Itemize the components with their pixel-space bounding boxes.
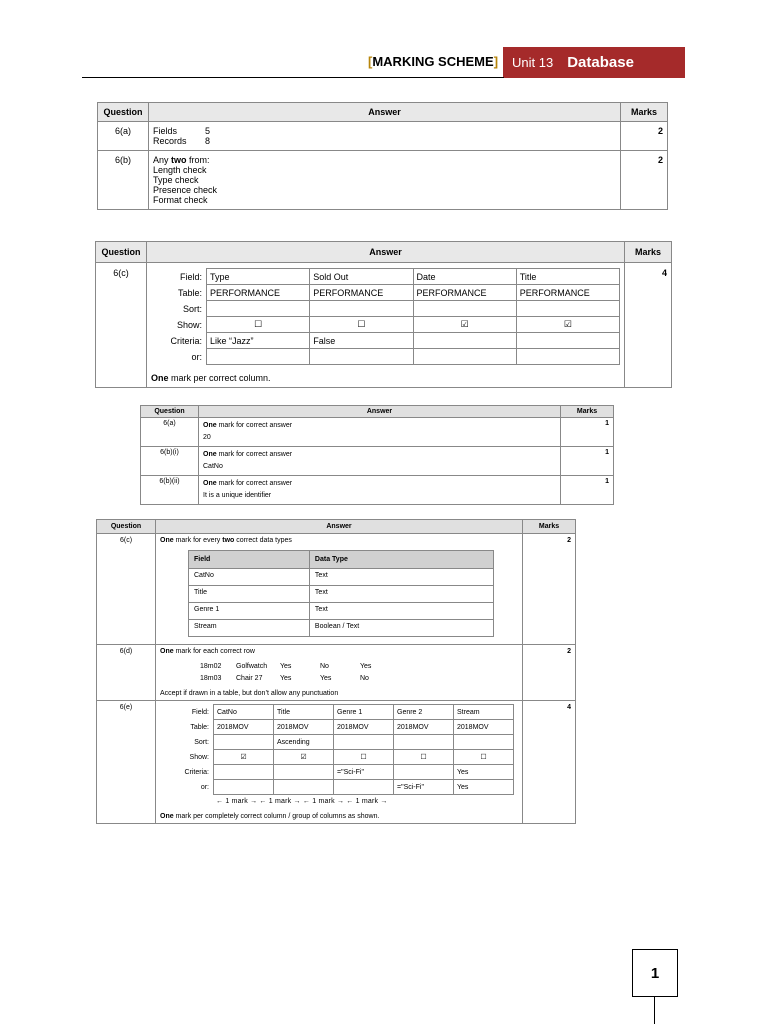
dt-header: Data Type bbox=[309, 551, 493, 569]
grid-cell: Type bbox=[207, 269, 310, 285]
grid-label: Field: bbox=[191, 708, 209, 716]
note-bold: One bbox=[151, 373, 169, 383]
row-cell: No bbox=[360, 675, 369, 682]
mark-note bbox=[151, 373, 620, 383]
marks-value: 2 bbox=[621, 151, 668, 210]
marks-value: 1 bbox=[561, 476, 614, 505]
question-number: 6(c) bbox=[97, 534, 156, 645]
grid-cell: 2018MOV bbox=[394, 720, 454, 735]
table-row bbox=[96, 263, 672, 388]
grid-cell: 2018MOV bbox=[274, 720, 334, 735]
table-row bbox=[189, 603, 494, 620]
grid-label: Criteria: bbox=[170, 335, 202, 346]
answer-cell bbox=[147, 263, 625, 388]
marks-value: 1 bbox=[561, 447, 614, 476]
grid-row-table bbox=[160, 720, 514, 735]
checkbox-icon: ☐ bbox=[334, 750, 394, 765]
question-number: 6(e) bbox=[97, 701, 156, 824]
marks-value: 1 bbox=[561, 418, 614, 447]
row-cell: Chair 27 bbox=[236, 675, 263, 682]
checkbox-icon: ☐ bbox=[454, 750, 514, 765]
grid-cell: ="Sci-Fi" bbox=[334, 765, 394, 780]
note-bold: One bbox=[160, 813, 174, 820]
grid-label: Field: bbox=[179, 271, 202, 282]
grid-cell: CatNo bbox=[214, 705, 274, 720]
dt-cell: Text bbox=[309, 569, 493, 586]
grid-label: Criteria: bbox=[184, 768, 209, 776]
grid-cell: Yes bbox=[454, 765, 514, 780]
grid-cell bbox=[334, 735, 394, 750]
grid-row-sort bbox=[151, 301, 620, 317]
answer-text: mark for correct answer bbox=[216, 480, 293, 487]
note-text: mark per correct column. bbox=[168, 373, 271, 383]
grid-row-criteria bbox=[160, 765, 514, 780]
grid-cell: Title bbox=[516, 269, 619, 285]
row-cell: Golfwatch bbox=[236, 663, 268, 670]
col-question: Question bbox=[141, 406, 199, 418]
answer-value: 8 bbox=[205, 136, 211, 146]
answer-bold: One bbox=[203, 451, 217, 458]
grid-row-sort bbox=[160, 735, 514, 750]
row-cell: 18m02 bbox=[200, 663, 222, 670]
answer-cell bbox=[156, 534, 523, 645]
grid-label: Sort: bbox=[194, 738, 209, 746]
answer-cell bbox=[149, 122, 621, 151]
col-answer: Answer bbox=[199, 406, 561, 418]
table-row bbox=[141, 476, 614, 505]
grid-cell bbox=[516, 301, 619, 317]
marks-value: 2 bbox=[523, 534, 576, 645]
dt-cell: Stream bbox=[189, 620, 310, 637]
page-number: 1 bbox=[650, 964, 660, 982]
grid-row-criteria bbox=[151, 333, 620, 349]
answer-key: Fields bbox=[153, 126, 178, 136]
grid-label: Table: bbox=[177, 287, 202, 298]
list-item: Presence check bbox=[153, 185, 218, 195]
table-row bbox=[141, 418, 614, 447]
checkbox-icon: ☐ bbox=[394, 750, 454, 765]
answer-bold: two bbox=[171, 155, 187, 165]
page-number-line bbox=[654, 996, 655, 1024]
marks-value: 4 bbox=[523, 701, 576, 824]
row-cell: Yes bbox=[320, 675, 332, 682]
marks-value: 2 bbox=[621, 122, 668, 151]
question-number: 6(b)(ii) bbox=[141, 476, 199, 505]
answer-bold: One bbox=[160, 537, 174, 544]
col-question: Question bbox=[97, 520, 156, 534]
answer-text: mark for correct answer bbox=[216, 451, 293, 458]
col-marks: Marks bbox=[523, 520, 576, 534]
answer-cell bbox=[199, 476, 561, 505]
answer-text: correct data types bbox=[234, 537, 292, 544]
accept-note: Accept if drawn in a table, but don’t allow any punctuation bbox=[160, 690, 339, 697]
answer-cell bbox=[149, 151, 621, 210]
header-scheme-label bbox=[368, 54, 498, 69]
dt-cell: Text bbox=[309, 603, 493, 620]
answer-text: from: bbox=[186, 155, 210, 165]
grid-cell: Ascending bbox=[274, 735, 334, 750]
grid-cell bbox=[214, 735, 274, 750]
grid-row-show bbox=[151, 317, 620, 333]
grid-cell: Sold Out bbox=[310, 269, 413, 285]
grid-row-field bbox=[151, 269, 620, 285]
grid-cell bbox=[516, 333, 619, 349]
mark-note bbox=[160, 813, 518, 820]
grid-label: Table: bbox=[190, 723, 209, 731]
data-type-table bbox=[188, 550, 494, 637]
mark-table-2 bbox=[95, 241, 672, 388]
answer-cell bbox=[199, 447, 561, 476]
grid-cell bbox=[274, 780, 334, 795]
question-number: 6(b)(i) bbox=[141, 447, 199, 476]
table-row bbox=[97, 701, 576, 824]
query-grid bbox=[151, 268, 620, 365]
grid-cell bbox=[310, 349, 413, 365]
grid-cell: PERFORMANCE bbox=[413, 285, 516, 301]
question-number: 6(c) bbox=[96, 263, 147, 388]
grid-label: or: bbox=[191, 351, 202, 362]
bracket-close: ] bbox=[493, 54, 499, 69]
list-item: Length check bbox=[153, 165, 207, 175]
table-row bbox=[98, 122, 668, 151]
grid-cell: 2018MOV bbox=[214, 720, 274, 735]
grid-cell: Stream bbox=[454, 705, 514, 720]
grid-row-table bbox=[151, 285, 620, 301]
grid-label: Show: bbox=[189, 753, 209, 761]
grid-cell: 2018MOV bbox=[334, 720, 394, 735]
grid-cell: Genre 1 bbox=[334, 705, 394, 720]
checkbox-checked-icon: ☑ bbox=[516, 317, 619, 333]
note-text: mark per completely correct column / group of columns as shown. bbox=[173, 813, 380, 820]
answer-cell bbox=[156, 645, 523, 701]
answer-value: CatNo bbox=[203, 463, 223, 470]
row-cell: Yes bbox=[280, 675, 292, 682]
col-answer: Answer bbox=[156, 520, 523, 534]
grid-cell: PERFORMANCE bbox=[207, 285, 310, 301]
answer-text: Any bbox=[153, 155, 172, 165]
answer-bold: One bbox=[203, 422, 217, 429]
question-number: 6(a) bbox=[98, 122, 149, 151]
marks-value: 2 bbox=[523, 645, 576, 701]
list-item: Format check bbox=[153, 195, 208, 205]
row-cell: 18m03 bbox=[200, 675, 222, 682]
grid-row-or bbox=[151, 349, 620, 365]
question-number: 6(d) bbox=[97, 645, 156, 701]
mark-table-4 bbox=[96, 519, 576, 824]
bracket-open: [ bbox=[368, 54, 373, 69]
mark-arrows: ← 1 mark → ← 1 mark → ← 1 mark → ← 1 mark → bbox=[216, 798, 388, 805]
col-marks: Marks bbox=[625, 242, 672, 263]
grid-cell: 2018MOV bbox=[454, 720, 514, 735]
mark-table-1 bbox=[97, 102, 668, 210]
unit-label: Unit 13 bbox=[512, 55, 554, 70]
grid-cell bbox=[413, 349, 516, 365]
checkbox-icon: ☐ bbox=[207, 317, 310, 333]
grid-cell: Title bbox=[274, 705, 334, 720]
grid-cell bbox=[274, 765, 334, 780]
header-unit-box bbox=[503, 47, 685, 78]
answer-key: Records bbox=[153, 136, 187, 146]
row-cell: Yes bbox=[280, 663, 292, 670]
col-question: Question bbox=[98, 103, 149, 122]
grid-cell bbox=[394, 735, 454, 750]
row-cell: Yes bbox=[360, 663, 372, 670]
table-row bbox=[97, 645, 576, 701]
checkbox-checked-icon: ☑ bbox=[413, 317, 516, 333]
marks-value: 4 bbox=[625, 263, 672, 388]
grid-cell bbox=[516, 349, 619, 365]
grid-row-or bbox=[160, 780, 514, 795]
grid-cell bbox=[334, 780, 394, 795]
table-row bbox=[98, 151, 668, 210]
answer-bold: One bbox=[203, 480, 217, 487]
grid-cell: PERFORMANCE bbox=[516, 285, 619, 301]
col-question: Question bbox=[96, 242, 147, 263]
grid-cell: ="Sci-Fi" bbox=[394, 780, 454, 795]
answer-cell bbox=[156, 701, 523, 824]
grid-label: or: bbox=[200, 783, 209, 791]
col-answer: Answer bbox=[149, 103, 621, 122]
table-row bbox=[189, 569, 494, 586]
answer-row bbox=[200, 661, 518, 673]
dt-header: Field bbox=[189, 551, 310, 569]
grid-row-show bbox=[160, 750, 514, 765]
table-row bbox=[189, 586, 494, 603]
page-number-box bbox=[632, 949, 678, 997]
grid-cell bbox=[207, 301, 310, 317]
grid-cell: Like “Jazz” bbox=[207, 333, 310, 349]
col-marks: Marks bbox=[621, 103, 668, 122]
checkbox-checked-icon: ☑ bbox=[214, 750, 274, 765]
row-cell: No bbox=[320, 663, 329, 670]
grid-cell: PERFORMANCE bbox=[310, 285, 413, 301]
table-row bbox=[97, 534, 576, 645]
answer-bold: One bbox=[160, 648, 174, 655]
table-row bbox=[189, 620, 494, 637]
unit-title: Database bbox=[567, 54, 634, 71]
answer-value: It is a unique identifier bbox=[203, 492, 272, 499]
dt-cell: CatNo bbox=[189, 569, 310, 586]
dt-cell: Boolean / Text bbox=[309, 620, 493, 637]
grid-cell: Genre 2 bbox=[394, 705, 454, 720]
answer-text: mark for every bbox=[173, 537, 223, 544]
grid-cell bbox=[454, 735, 514, 750]
grid-cell: Date bbox=[413, 269, 516, 285]
answer-value: 20 bbox=[203, 434, 211, 441]
grid-cell bbox=[214, 780, 274, 795]
mark-table-3 bbox=[140, 405, 614, 505]
list-item: Type check bbox=[153, 175, 199, 185]
grid-cell bbox=[214, 765, 274, 780]
checkbox-icon: ☐ bbox=[310, 317, 413, 333]
answer-cell bbox=[199, 418, 561, 447]
grid-label: Sort: bbox=[182, 303, 202, 314]
question-number: 6(b) bbox=[98, 151, 149, 210]
query-grid bbox=[160, 704, 514, 795]
grid-cell bbox=[413, 333, 516, 349]
table-row bbox=[141, 447, 614, 476]
dt-cell: Text bbox=[309, 586, 493, 603]
grid-label: Show: bbox=[176, 319, 202, 330]
question-number: 6(a) bbox=[141, 418, 199, 447]
grid-row-field bbox=[160, 705, 514, 720]
grid-cell bbox=[413, 301, 516, 317]
answer-bold: two bbox=[222, 537, 235, 544]
answer-text: mark for each correct row bbox=[173, 648, 255, 655]
answer-text: mark for correct answer bbox=[216, 422, 293, 429]
grid-cell bbox=[310, 301, 413, 317]
answer-row bbox=[200, 673, 518, 685]
grid-cell bbox=[394, 765, 454, 780]
col-marks: Marks bbox=[561, 406, 614, 418]
grid-cell: Yes bbox=[454, 780, 514, 795]
dt-cell: Title bbox=[189, 586, 310, 603]
checkbox-checked-icon: ☑ bbox=[274, 750, 334, 765]
grid-cell: False bbox=[310, 333, 413, 349]
dt-cell: Genre 1 bbox=[189, 603, 310, 620]
header-rule bbox=[82, 77, 504, 78]
scheme-text: MARKING SCHEME bbox=[372, 54, 494, 69]
col-answer: Answer bbox=[147, 242, 625, 263]
grid-cell bbox=[207, 349, 310, 365]
answer-value: 5 bbox=[205, 126, 211, 136]
